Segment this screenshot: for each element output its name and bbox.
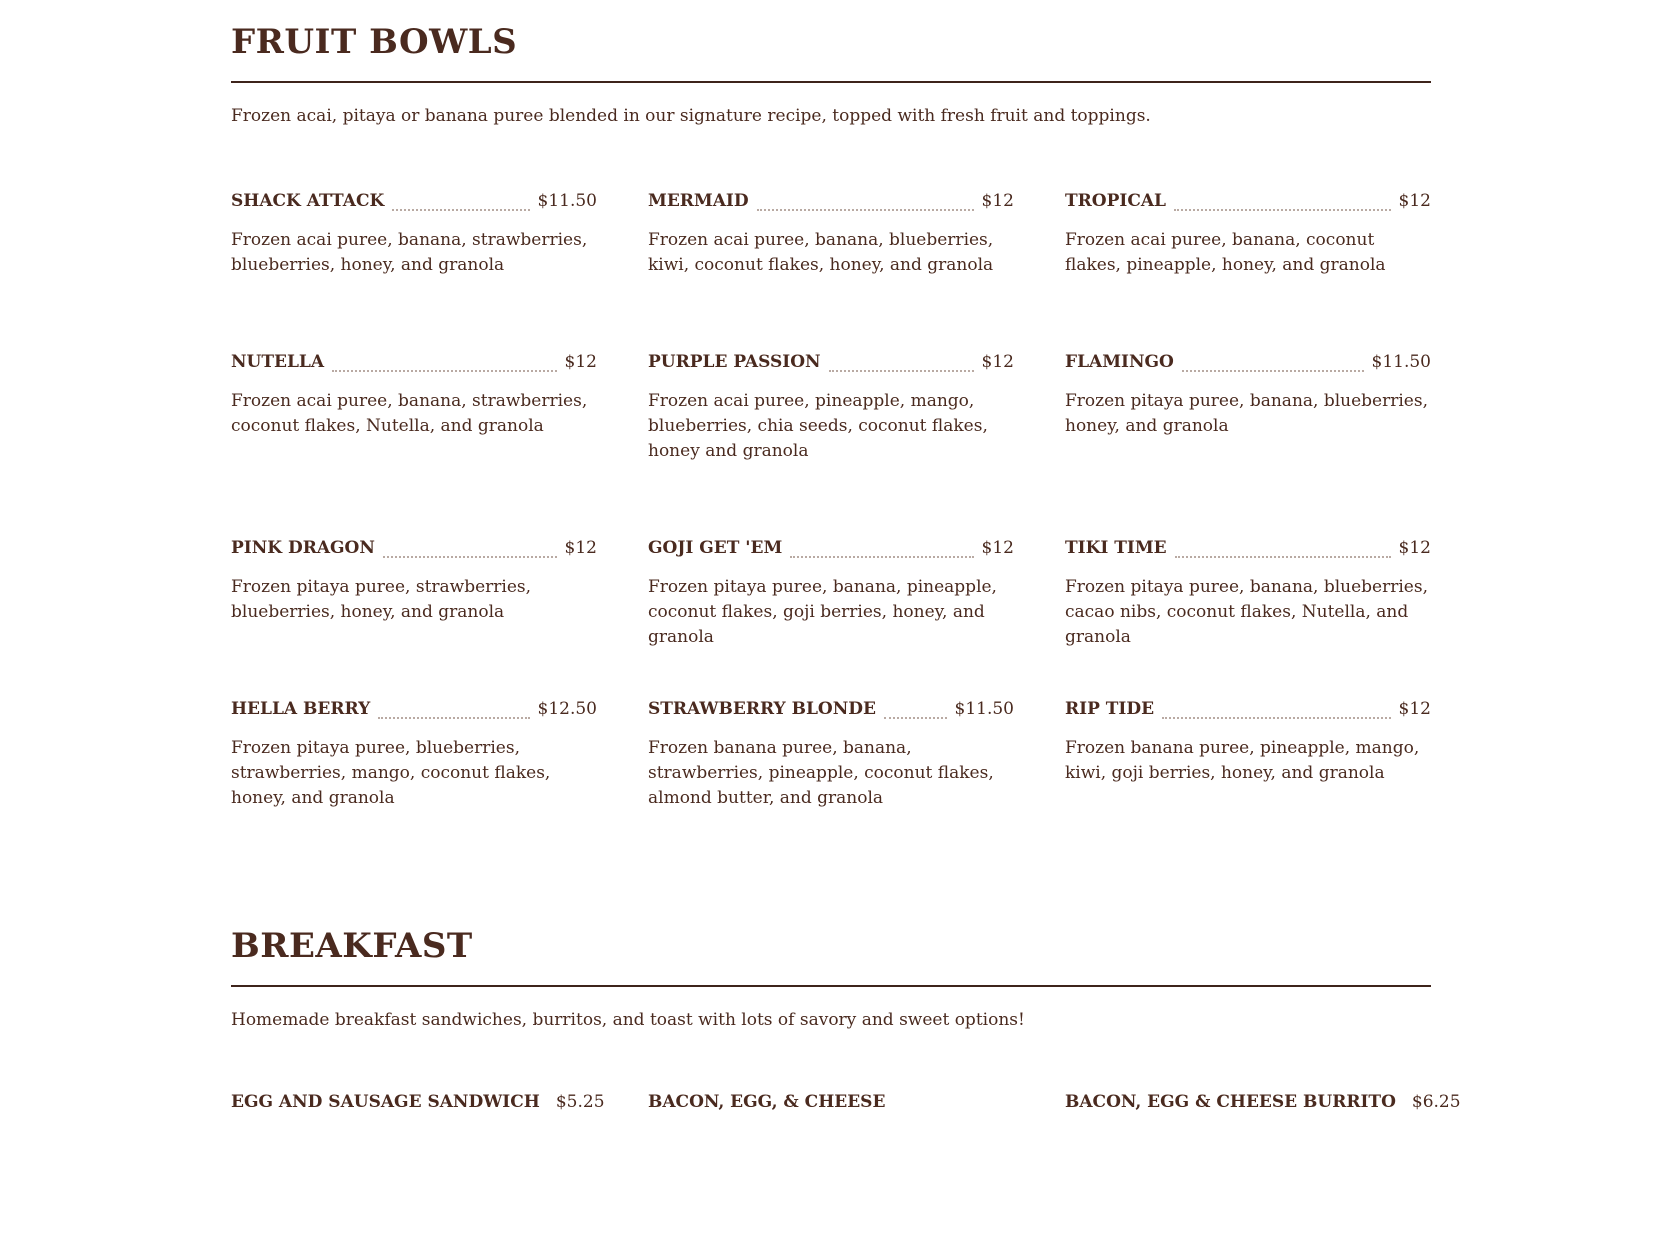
menu-grid [231, 191, 1431, 860]
dotted-leader [884, 717, 947, 719]
section-divider [231, 985, 1431, 987]
menu-item-description: Frozen acai puree, banana, coconut flakes, pineapple, honey, and granola [1065, 230, 1386, 275]
menu-item-header [231, 191, 597, 217]
menu-item-header [1065, 538, 1431, 564]
menu-item-header [231, 538, 597, 564]
menu-item-price: $12 [981, 538, 1014, 558]
menu-item-header [648, 1092, 1014, 1118]
menu-item-name: BACON, EGG, & CHEESE [648, 1092, 886, 1112]
section-description: Homemade breakfast sandwiches, burritos, and toast with lots of savory and sweet options! [231, 1010, 1025, 1030]
menu-item-description: Frozen pitaya puree, banana, pineapple, coconut flakes, goji berries, honey, and granola [648, 577, 997, 647]
dotted-leader [332, 370, 556, 372]
menu-item-price: $12 [1398, 191, 1431, 211]
dotted-leader [378, 717, 529, 719]
menu-item-price: $11.50 [954, 699, 1014, 719]
menu-item-description: Frozen acai puree, banana, blueberries, kiwi, coconut flakes, honey, and granola [648, 230, 994, 275]
menu-item-name: SHACK ATTACK [231, 191, 385, 211]
menu-item-price: $6.25 [1411, 1092, 1461, 1112]
menu-item-price: $12.50 [537, 699, 597, 719]
menu-item-description: Frozen pitaya puree, blueberries, strawberries, mango, coconut flakes, honey, and granola [231, 738, 551, 808]
dotted-leader [1162, 717, 1390, 719]
menu-item [648, 1092, 1014, 1253]
dotted-leader [1175, 556, 1391, 558]
menu-item-name: MERMAID [648, 191, 749, 211]
menu-item-price: $12 [981, 352, 1014, 372]
menu-item-header [231, 699, 597, 725]
section-divider [231, 81, 1431, 83]
menu-item-description: Frozen banana puree, banana, strawberries, pineapple, coconut flakes, almond butter, and granola [648, 738, 994, 808]
menu-item-description: Frozen banana puree, pineapple, mango, kiwi, goji berries, honey, and granola [1065, 738, 1420, 783]
section-description: Frozen acai, pitaya or banana puree blended in our signature recipe, topped with fresh fruit and toppings. [231, 106, 1151, 126]
menu-item [231, 538, 597, 699]
menu-item-price: $12 [1398, 699, 1431, 719]
menu-item-header [648, 538, 1014, 564]
menu-item-price: $11.50 [537, 191, 597, 211]
menu-item [231, 191, 597, 352]
dotted-leader [392, 209, 529, 211]
menu-item [231, 1092, 605, 1253]
menu-item [648, 352, 1014, 538]
section-breakfast [231, 904, 1461, 1253]
menu-item-header [1065, 352, 1431, 378]
menu-item-price: $5.25 [555, 1092, 605, 1112]
menu-item-price: $12 [981, 191, 1014, 211]
menu-item-description: Frozen acai puree, banana, strawberries, coconut flakes, Nutella, and granola [231, 391, 588, 436]
menu-grid [231, 1092, 1461, 1253]
menu-item-name: BACON, EGG & CHEESE BURRITO [1065, 1092, 1396, 1112]
menu-item-header [1065, 699, 1431, 725]
menu-item-price: $12 [564, 352, 597, 372]
section-fruit-bowls [231, 0, 1431, 860]
menu-item-description: Frozen pitaya puree, banana, blueberries, cacao nibs, coconut flakes, Nutella, and granola [1065, 577, 1428, 647]
menu-item [1065, 352, 1431, 538]
menu-item-header [1065, 191, 1431, 217]
menu-item-description: Frozen pitaya puree, strawberries, blueberries, honey, and granola [231, 577, 532, 622]
menu-item-price: $12 [564, 538, 597, 558]
menu-item-name: TIKI TIME [1065, 538, 1167, 558]
menu-item-name: EGG AND SAUSAGE SANDWICH [231, 1092, 540, 1112]
section-title: FRUIT BOWLS [231, 22, 518, 62]
menu-item-name: NUTELLA [231, 352, 325, 372]
menu-item [648, 191, 1014, 352]
menu-item [1065, 1092, 1461, 1253]
menu-item [231, 699, 597, 860]
menu-item-name: PURPLE PASSION [648, 352, 821, 372]
menu-item-name: GOJI GET 'EM [648, 538, 783, 558]
dotted-leader [1182, 370, 1364, 372]
menu-item [1065, 699, 1431, 860]
menu-item-header [648, 191, 1014, 217]
menu-item-header [1065, 1092, 1461, 1118]
menu-item-header [648, 352, 1014, 378]
menu-item-header [648, 699, 1014, 725]
dotted-leader [757, 209, 974, 211]
menu-item-name: HELLA BERRY [231, 699, 371, 719]
menu-item-name: STRAWBERRY BLONDE [648, 699, 876, 719]
menu-item-name: TROPICAL [1065, 191, 1166, 211]
menu-item [231, 352, 597, 538]
menu-item-header [231, 1092, 605, 1118]
menu-item-description: Frozen pitaya puree, banana, blueberries, honey, and granola [1065, 391, 1428, 436]
dotted-leader [829, 370, 974, 372]
dotted-leader [383, 556, 557, 558]
menu-item-name: FLAMINGO [1065, 352, 1174, 372]
menu-item-price: $11.50 [1371, 352, 1431, 372]
menu-item [648, 538, 1014, 699]
menu-item-price: $12 [1398, 538, 1431, 558]
menu-item-description: Frozen acai puree, banana, strawberries, blueberries, honey, and granola [231, 230, 588, 275]
menu-item-name: RIP TIDE [1065, 699, 1155, 719]
menu-item-name: PINK DRAGON [231, 538, 375, 558]
dotted-leader [790, 556, 973, 558]
section-title: BREAKFAST [231, 926, 473, 966]
dotted-leader [1174, 209, 1391, 211]
menu-item [648, 699, 1014, 860]
menu-item [1065, 538, 1431, 699]
menu-item-description: Frozen acai puree, pineapple, mango, blueberries, chia seeds, coconut flakes, honey and granola [648, 391, 988, 461]
menu-item [1065, 191, 1431, 352]
menu-item-header [231, 352, 597, 378]
